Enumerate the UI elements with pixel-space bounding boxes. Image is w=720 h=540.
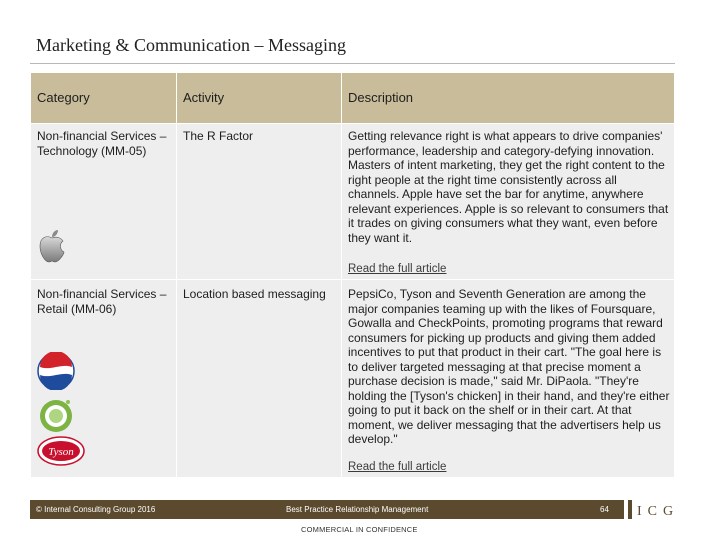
page-title: Marketing & Communication – Messaging bbox=[36, 35, 346, 55]
header-activity: Activity bbox=[177, 73, 342, 124]
tyson-logo-text: Tyson bbox=[48, 446, 74, 458]
table-header-row bbox=[31, 73, 675, 124]
page-number: 64 bbox=[600, 505, 609, 514]
category-text: Non-financial Services – Technology (MM-05) bbox=[37, 129, 167, 158]
description-cell bbox=[342, 124, 675, 280]
header-category: Category bbox=[31, 73, 177, 124]
category-text: Non-financial Services – Retail (MM-06) bbox=[37, 287, 167, 316]
icg-logo bbox=[628, 500, 680, 519]
footer-copyright: © Internal Consulting Group 2016 bbox=[36, 505, 156, 514]
activity-cell: The R Factor bbox=[177, 124, 342, 280]
table-row bbox=[31, 124, 675, 280]
read-full-article-link[interactable]: Read the full article bbox=[348, 262, 447, 275]
tyson-logo-icon bbox=[37, 436, 85, 466]
apple-logo-icon bbox=[37, 228, 67, 264]
footer-title: Best Practice Relationship Management bbox=[286, 505, 429, 514]
read-full-article-link[interactable]: Read the full article bbox=[348, 460, 447, 473]
pepsi-logo-icon bbox=[37, 352, 75, 390]
description-text: Getting relevance right is what appears to drive companies' performance, leadership and category-defying innovation. Masters of intent marketing, they get the right content to the right people at the right time consistently across all channels. Apple have set the bar for anytime, anywhere relevant experiences. Apple is so relevant to consumers that it trades on giving consumers what they want, even before they want it. bbox=[348, 129, 669, 245]
header-description: Description bbox=[342, 73, 675, 124]
seventh-generation-logo-icon bbox=[37, 396, 75, 434]
confidentiality-notice: COMMERCIAL IN CONFIDENCE bbox=[301, 525, 418, 534]
title-divider bbox=[30, 63, 675, 64]
table-row bbox=[31, 280, 675, 478]
activity-cell: Location based messaging bbox=[177, 280, 342, 478]
icg-logo-text: ICG bbox=[636, 504, 680, 519]
messaging-table bbox=[30, 72, 675, 478]
description-text: PepsiCo, Tyson and Seventh Generation are among the major companies teaming up with the likes of Foursquare, Gowalla and CheckPoints, promoting programs that reward consumers for picking up products and giving them added incentives to put that product in their cart. "The goal here is to deliver targeted messaging at that precise moment a purchase decision is made," said Mr. DiPaola. "They're holding the [Tyson's chicken] in their hand, and they're either going to put it back on the shelf or in their cart. At that moment, we deliver messaging that the advertisers help us develop." bbox=[348, 287, 670, 446]
description-cell bbox=[342, 280, 675, 478]
